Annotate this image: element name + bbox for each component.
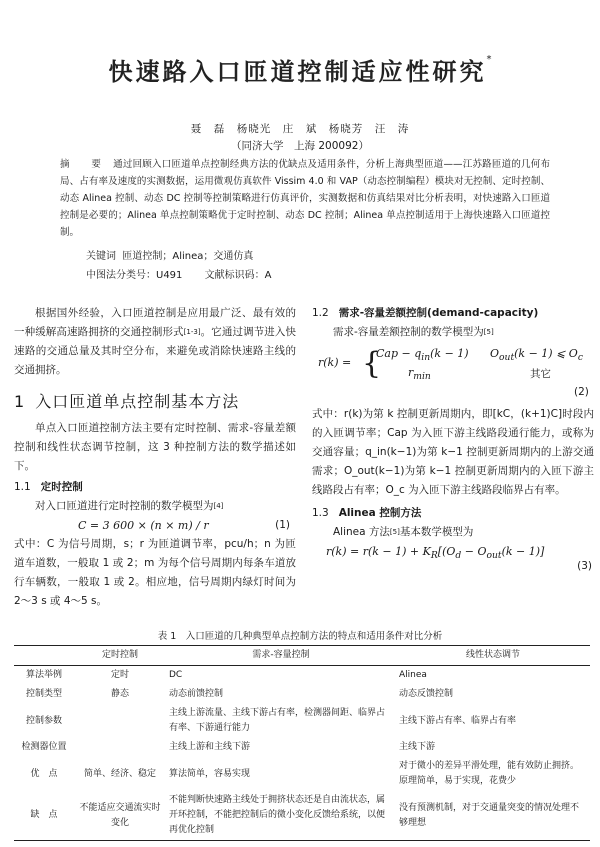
table-cell: 对于微小的差异平滑处理，能有效防止拥挤。原理简单，易于实现，花费少 (399, 761, 580, 786)
table-cell: 算法简单，容易实现 (169, 768, 251, 779)
eq3-end: (k − 1)] (501, 545, 545, 558)
equation-1 (14, 516, 296, 535)
eq3-sub3: out (486, 550, 502, 562)
equation-3-number: (3) (577, 560, 592, 572)
subsection-1-3-intro-2: 基本数学模型为 (399, 526, 474, 538)
keywords-label: 关键词 (86, 251, 116, 262)
eq2-cond1-tail: (k − 1) ⩽ O (514, 347, 578, 360)
subsection-1-2-number: 1.2 (312, 307, 329, 319)
table-header-cell: 需求-容量控制 (166, 646, 396, 666)
table-cell: 优 点 (30, 768, 58, 779)
table-cell: 定时 (110, 670, 129, 680)
paper-title (0, 52, 600, 87)
equation-1-body: C = 3 600 × (n × m) / r (78, 519, 209, 532)
clc-value: U491 (156, 270, 183, 281)
table-header-cell: 定时控制 (74, 646, 166, 666)
table-cell: 不能适应交通流实时变化 (74, 791, 166, 841)
table-caption: 表 1 入口匝道的几种典型单点控制方法的特点和适用条件对比分析 (157, 631, 443, 642)
table-header-row (14, 646, 590, 666)
section-1-title: 入口匝道单点控制基本方法 (35, 392, 240, 411)
abstract-text: 通过回顾入口匝道单点控制经典方法的优缺点及适用条件，分析上海典型匝道——江苏路匝道的几何布局、占有率及速度的实测数据，运用微观仿真软件 Vissim 4.0 和 VAP（动态控制编程）模块对无控制、定时控制、动态 Alinea 控制、动态 DC 控制等控制策略进行仿真评价，实测数据和仿真结果对比分析表明，对快速路入口匝道控制是必要的；Alinea 单点控制策略优于定时控制、动态 DC 控制；Alinea 单点控制适用于上海快速路入口匝道控制。 (60, 159, 550, 238)
table-cell (74, 738, 166, 757)
section-1-heading (14, 392, 296, 411)
keywords-text: 匝道控制；Alinea；交通仿真 (122, 251, 254, 262)
subsection-1-1-title: 定时控制 (40, 481, 83, 493)
equation-2-condition-2: 其它 (530, 368, 551, 380)
table-cell: 动态反馈控制 (399, 689, 454, 699)
subsection-1-3-intro: Alinea 方法 (333, 526, 390, 538)
intro-text: 根据国外经验，入口匝道控制是应用最广泛、最有效的一种缓解高速路拥挤的交通控制形式 (14, 307, 296, 338)
equation-2-brace: { (362, 346, 382, 381)
doc-code-value: A (264, 270, 272, 281)
abstract-label: 摘 要 (60, 159, 108, 170)
subsection-1-2-text (312, 323, 594, 342)
subsection-1-1-text (14, 497, 296, 516)
eq3-sub: R (430, 550, 438, 562)
section-1-paragraph: 单点入口匝道控制方法主要有定时控制、需求-容量差额控制和线性状态调节控制，这 3 种控制方法的数学描述如下。 (14, 422, 296, 472)
equation-2-condition-1 (490, 347, 583, 363)
doc-code-label: 文献标识码： (204, 270, 265, 281)
eq2-cond1-sub: out (499, 352, 515, 364)
intro-tail: 。它通过调节进入快速路的交通总量及其时空分布，来避免或消除快速路主线的交通拥挤。 (14, 326, 297, 376)
table-cell: DC (169, 670, 183, 680)
table-cell: 控制参数 (25, 715, 62, 726)
eq2-cond1-a: O (490, 347, 500, 360)
classification (86, 266, 272, 281)
equation-2-lhs: r(k) = (318, 356, 352, 369)
table-cell: 没有预测机制，对于交通量突变的情况处理不够理想 (396, 791, 590, 841)
table-row (14, 757, 590, 791)
subsection-1-3-number: 1.3 (312, 507, 329, 519)
table-cell: 检测器位置 (21, 742, 67, 752)
table-row (14, 738, 590, 757)
subsection-1-2-definitions: 式中：r(k)为第 k 控制更新周期内，即[kC，(k+1)C]时段内的入匝调节率；Cap 为入匝下游主线路段通行能力，或称为交通容量；q_in(k−1)为第 k−1 控制更新周期内的上游交通需求；O_out(k−1)为第 k−1 控制更新周期内的入匝下游主线路段占有率；O_c 为入匝下游主线路段临界占有率。 (312, 408, 594, 496)
subsection-1-1-number: 1.1 (14, 481, 31, 493)
comparison-table (14, 645, 590, 841)
equation-2-case-2 (408, 366, 431, 382)
equation-3-number-line (312, 561, 594, 575)
table-row (14, 704, 590, 738)
eq3-mid: − O (461, 545, 487, 558)
table-cell: 缺 点 (14, 791, 74, 841)
table-row (14, 666, 590, 686)
right-column (312, 304, 594, 342)
table-cell: 控制类型 (25, 689, 62, 699)
keywords (86, 247, 253, 262)
authors: 聂 磊 杨晓光 庄 斌 杨晓芳 汪 涛 (190, 123, 410, 135)
table-cell: Alinea (399, 670, 427, 680)
eq2-case1-tail: (k − 1) (430, 347, 469, 360)
table-header-cell (14, 646, 74, 666)
paper-title-text: 快速路入口匝道控制适应性研究 (108, 58, 487, 86)
subsection-1-2-heading (312, 304, 594, 323)
subsection-1-3-title: Alinea 控制方法 (338, 507, 422, 519)
subsection-1-3-heading (312, 504, 594, 523)
table-cell: 动态前馈控制 (169, 689, 224, 699)
section-1-number: 1 (14, 392, 26, 411)
abstract (60, 156, 550, 241)
eq3-sub2: d (455, 550, 462, 562)
intro-paragraph (14, 304, 296, 380)
eq3-a: r(k) = r(k − 1) + K (326, 545, 431, 558)
title-footnote-mark: * (486, 54, 492, 65)
equation-2 (312, 346, 594, 386)
table-cell: 算法举例 (25, 670, 62, 680)
right-column-cont (312, 405, 594, 575)
subsection-1-3-text (312, 523, 594, 542)
table-header-cell: 线性状态调节 (396, 646, 590, 666)
subsection-1-1-definitions: 式中：C 为信号周期，s；r 为匝道调节率，pcu/h；n 为匝道车道数，一般取 1 或 2；m 为每个信号周期内每条车道放行车辆数，一般取 1 或 2。相应地，信号周期内绿灯时间为 2～3 s 或 4～5 s。 (14, 538, 296, 607)
subsection-1-1-ref: [4] (213, 502, 224, 510)
table-cell: 主线上游和主线下游 (169, 742, 251, 752)
table-cell: 简单、经济、稳定 (83, 768, 156, 779)
table-cell: 主线下游 (399, 742, 436, 752)
subsection-1-1-intro: 对入口匝道进行定时控制的数学模型为 (35, 500, 214, 512)
eq2-case2-a: r (408, 366, 414, 379)
table-row (14, 685, 590, 704)
affiliation: （同济大学 上海 200092） (231, 140, 369, 152)
table-cell: 静态 (110, 689, 129, 699)
eq2-cond1-sub2: c (577, 352, 583, 364)
intro-ref: [1-3] (183, 328, 201, 336)
equation-1-number: (1) (275, 519, 290, 531)
left-column (14, 304, 296, 611)
table-cell (74, 704, 166, 738)
subsection-1-2-intro: 需求-容量差额控制的数学模型为 (333, 326, 484, 338)
table-row (14, 791, 590, 841)
eq2-case1-a: Cap − q (376, 347, 422, 360)
equation-2-number: (2) (574, 386, 589, 398)
subsection-1-1-heading (14, 478, 296, 497)
eq2-case1-sub: in (421, 352, 431, 364)
table-cell: 不能判断快速路主线处于拥挤状态还是自由流状态，属开环控制，不能把控制后的微小变化反馈给系统，以便再优化控制 (166, 791, 396, 841)
equation-2-case-1 (376, 347, 469, 363)
equation-3 (312, 542, 594, 561)
table-cell: 主线上游流量、主线下游占有率，检测器间距、临界占有率、下游通行能力 (169, 708, 386, 733)
subsection-1-3-ref: [5] (389, 528, 400, 536)
subsection-1-2-title: 需求-容量差额控制(demand-capacity) (338, 307, 539, 319)
eq2-case2-sub: min (413, 371, 431, 383)
eq3-tail: [(O (437, 545, 456, 558)
table-cell: 主线下游占有率、临界占有率 (399, 715, 517, 726)
clc-label: 中图法分类号： (86, 270, 156, 281)
subsection-1-2-ref: [5] (483, 328, 494, 336)
